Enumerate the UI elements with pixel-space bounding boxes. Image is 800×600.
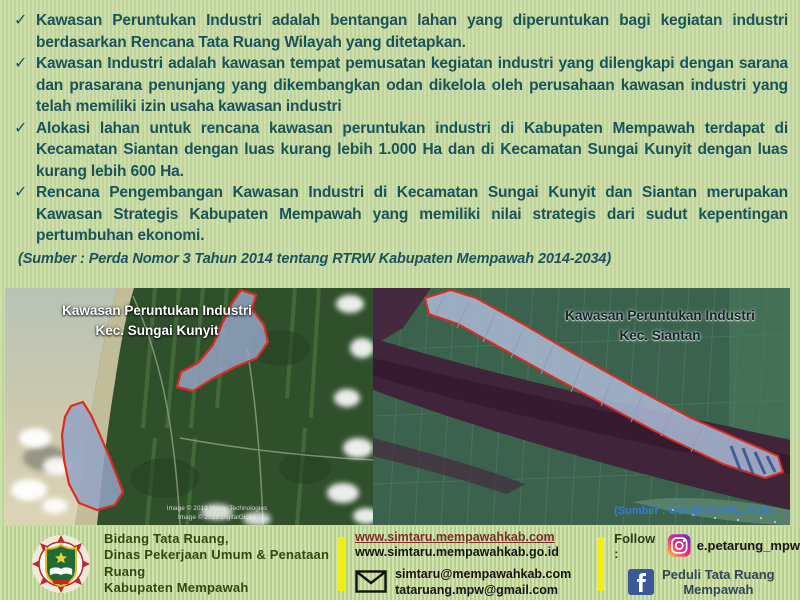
footer-contact-block xyxy=(355,530,587,598)
facebook-line1: Peduli Tata Ruang xyxy=(662,566,775,582)
footer-divider xyxy=(338,537,345,591)
facebook-row xyxy=(628,567,800,597)
map-right-label-line1: Kawasan Peruntukan Industri xyxy=(565,308,755,323)
bullet-text-3: Alokasi lahan untuk rencana kawasan peruntukan industri di Kabupaten Mempawah terdapat di Kecamatan Siantan dengan luas kurang lebih 1.000 Ha dan di Kecamatan Sungai Kunyit dengan luas kurang lebih 600 Ha. xyxy=(36,119,788,180)
checkmark-icon: ✓ xyxy=(14,119,28,137)
website-link-1[interactable]: www.simtaru.mempawahkab.com xyxy=(355,529,555,544)
footer-divider xyxy=(597,537,604,591)
org-line3: Kabupaten Mempawah xyxy=(104,580,249,595)
map-left-label-line1: Kawasan Peruntukan Industri xyxy=(62,303,252,318)
website-link-2[interactable]: www.simtaru.mempawahkab.go.id xyxy=(355,545,559,559)
map-left-label-line2: Kec. Sungai Kunyit xyxy=(95,323,219,338)
map-right-source: (Sumber : Google Earth, 2019) xyxy=(614,505,772,517)
maps-row xyxy=(5,288,790,525)
checkmark-icon: ✓ xyxy=(14,12,28,29)
bullet-text-2: Kawasan Industri adalah kawasan tempat pemusatan kegiatan industri yang dilengkapi dengan sarana dan prasarana penunjang yang dikembangkan odan dikelola oleh perusahaan kawasan industri yang telah memiliki izin usaha kawasan industri xyxy=(36,55,788,115)
bullet-text-4: Rencana Pengembangan Kawasan Industri di Kecamatan Sungai Kunyit dan Siantan merupakan Kawasan Strategis Kabupaten Mempawah yang memiliki nilai strategis dari sudut kepentingan pertumbuhan ekonomi. xyxy=(36,184,788,244)
bullet-item xyxy=(14,182,788,247)
instagram-handle[interactable]: e.petarung_mpw xyxy=(696,538,800,553)
bullet-text-1: Kawasan Peruntukan Industri adalah bentangan lahan yang diperuntukan bagi kegiatan industri berdasarkan Rencana Tata Ruang Wilayah yang ditetapkan. xyxy=(36,12,788,51)
map-siantan xyxy=(373,288,790,525)
email-addresses xyxy=(395,566,571,598)
facebook-page-name[interactable] xyxy=(662,567,774,597)
email-address-1[interactable]: simtaru@mempawahkab.com xyxy=(395,566,572,581)
bullet-item xyxy=(14,10,788,53)
bullet-item xyxy=(14,118,788,183)
follow-row xyxy=(614,531,800,561)
facebook-line2: Mempawah xyxy=(683,581,754,597)
follow-label: Follow : xyxy=(614,530,656,561)
instagram-icon[interactable] xyxy=(668,534,691,557)
footer-social-block xyxy=(614,531,800,597)
map-sungai-kunyit xyxy=(5,288,373,525)
definition-text-block xyxy=(14,10,788,269)
logo-ribbon xyxy=(52,580,70,584)
map-attribution-line1: Image © 2019 Maxar Technologies xyxy=(166,505,268,512)
bullet-item xyxy=(14,53,788,118)
org-line2: Dinas Pekerjaan Umum & Penataan Ruang xyxy=(104,547,330,579)
footer-bar xyxy=(0,527,800,600)
org-identity xyxy=(104,531,334,597)
source-note: (Sumber : Perda Nomor 3 Tahun 2014 tentang RTRW Kabupaten Mempawah 2014-2034) xyxy=(18,250,612,267)
facebook-icon[interactable] xyxy=(628,569,654,595)
envelope-icon xyxy=(355,570,387,593)
map-right-label-line2: Kec. Siantan xyxy=(619,328,701,343)
checkmark-icon: ✓ xyxy=(14,184,28,201)
email-address-2[interactable]: tataruang.mpw@gmail.com xyxy=(395,582,558,597)
logo-shield xyxy=(46,545,76,586)
map-attribution-line2: Image © 2019 DigitalGlobe xyxy=(177,514,257,521)
email-row xyxy=(355,566,587,598)
kabupaten-mempawah-logo xyxy=(30,533,92,595)
checkmark-icon: ✓ xyxy=(14,55,28,72)
org-line1: Bidang Tata Ruang, xyxy=(104,530,229,546)
